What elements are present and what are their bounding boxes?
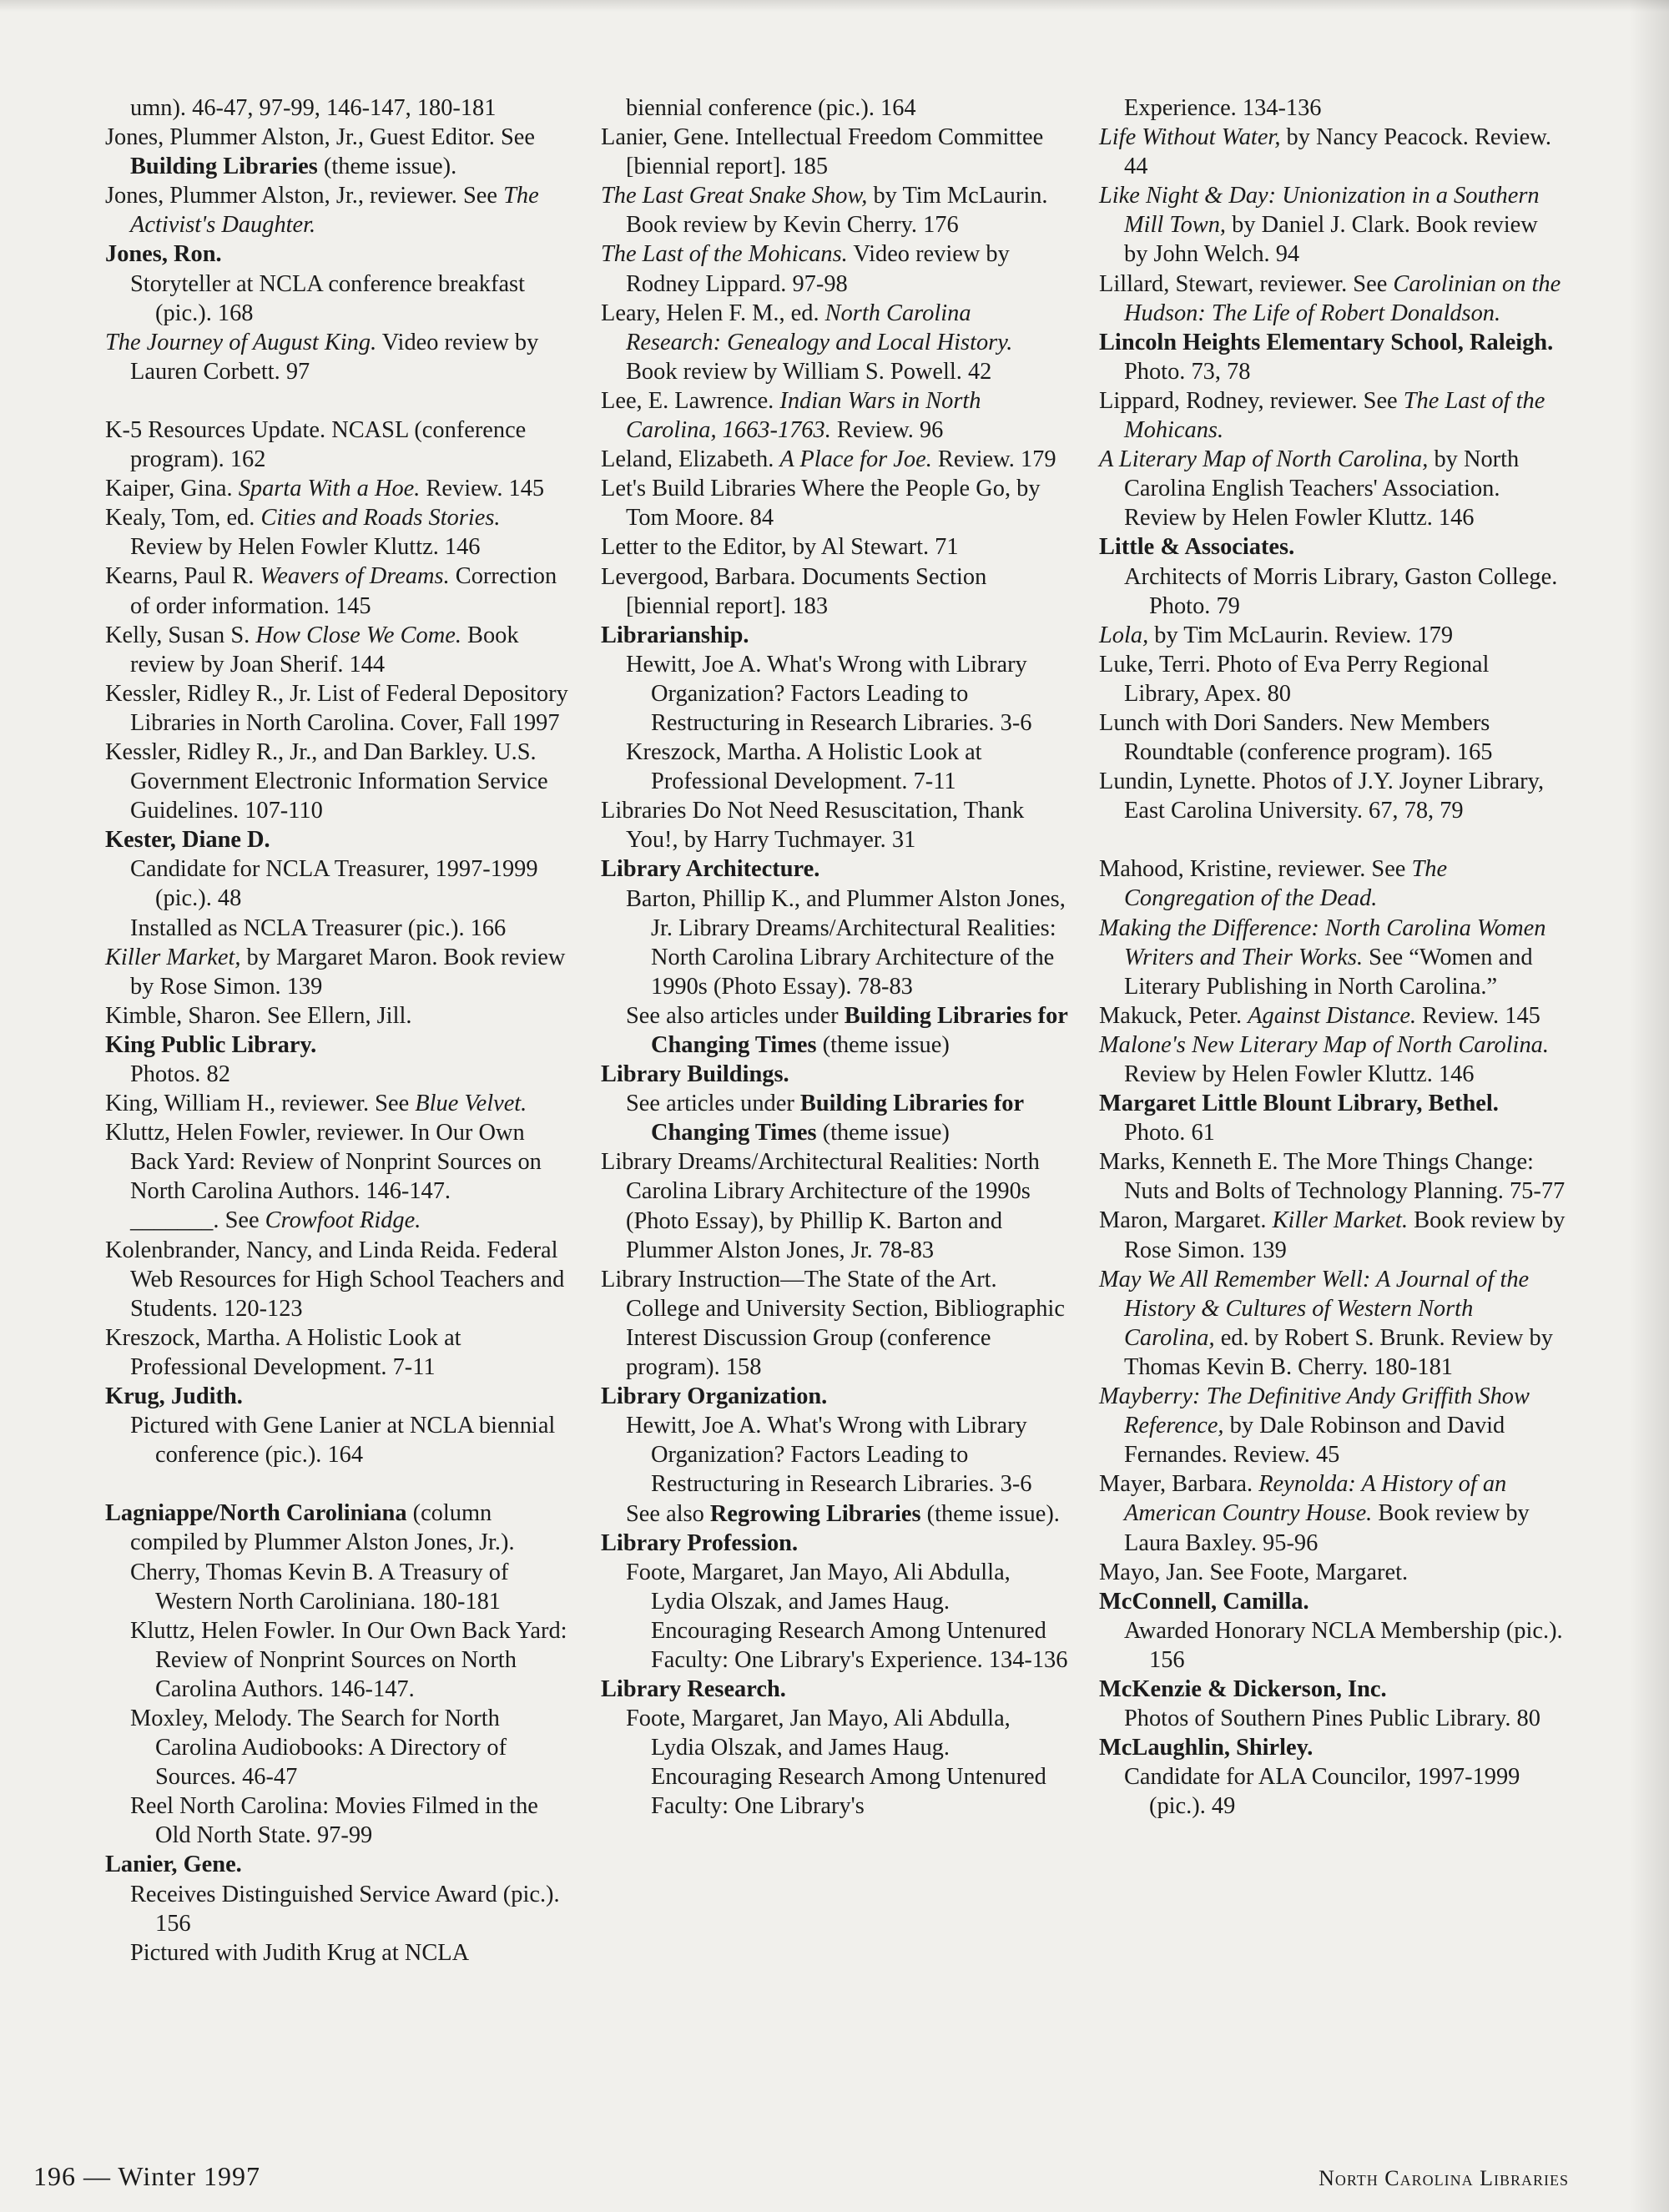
entry-text: Kaiper, Gina. [105, 476, 239, 502]
index-entry [1099, 1030, 1566, 1089]
entry-text: Kessler, Ridley R., Jr., and Dan Barkley. U.S. Government Electronic Information Service Guidelines. 107-110 [105, 738, 548, 824]
entry-text: Let's Build Libraries Where the People Go, by Tom Moore. 84 [601, 476, 1041, 532]
index-entry [1099, 1558, 1566, 1587]
index-entry [1099, 621, 1566, 650]
entry-text: Cherry, Thomas Kevin B. A Treasury of Western North Caroliniana. 180-181 [130, 1559, 509, 1615]
entry-text: Killer Market, [105, 944, 241, 970]
entry-text: Experience. 134-136 [1124, 95, 1322, 121]
entry-text: Mayer, Barbara. [1099, 1471, 1259, 1498]
entry-text: Leary, Helen F. M., ed. [601, 300, 825, 326]
index-column-1 [105, 93, 572, 1968]
entry-text: How Close We Come. [255, 622, 461, 648]
index-entry [1099, 708, 1566, 767]
index-entry [105, 416, 572, 474]
entry-text: Review. 96 [830, 417, 944, 444]
index-heading [601, 854, 1068, 884]
index-entry [105, 1001, 572, 1030]
entry-text: Candidate for NCLA Treasurer, 1997-1999 (pic.). 48 [130, 856, 538, 912]
entry-text: Review. 179 [931, 446, 1056, 473]
index-heading [1099, 532, 1566, 562]
index-entry [105, 123, 572, 181]
entry-text: Lola, [1099, 622, 1149, 648]
index-entry [1099, 1469, 1566, 1557]
entry-text: Jones, Plummer Alston, Jr., Guest Editor. See [105, 124, 535, 151]
entry-text: Building Libraries for Changing Times [651, 1091, 1024, 1146]
index-entry [601, 123, 1068, 181]
entry-text: Maron, Margaret. [1099, 1207, 1273, 1234]
entry-text: Regrowing Libraries [709, 1500, 921, 1527]
index-entry [601, 239, 1068, 298]
index-subentry [601, 1704, 1068, 1821]
footer-publication-title: North Carolina Libraries [1319, 2166, 1569, 2190]
entry-text: Levergood, Barbara. Documents Section [biennial report]. 183 [601, 563, 987, 619]
index-heading [105, 1030, 572, 1060]
entry-text: by Margaret Maron. Book review by Rose Simon. 139 [130, 944, 566, 1000]
entry-text: Librarianship. [601, 622, 749, 648]
entry-text: Video review by Rodney Lippard. 97-98 [626, 241, 1010, 297]
index-subentry [1099, 1616, 1566, 1675]
index-entry [105, 328, 572, 386]
entry-text: umn). 46-47, 97-99, 146-147, 180-181 [130, 95, 497, 121]
page-gutter-shadow [1629, 0, 1669, 2212]
index-entry [105, 621, 572, 679]
entry-text: by Tim McLaurin. Review. 179 [1148, 622, 1454, 648]
entry-text: Kealy, Tom, ed. [105, 505, 261, 532]
entry-text: Jones, Ron. [105, 241, 222, 268]
entry-text: Letter to the Editor, by Al Stewart. 71 [601, 534, 959, 561]
index-entry [105, 1499, 572, 1557]
entry-text: Building Libraries [130, 154, 318, 180]
index-subentry [601, 93, 1068, 123]
entry-text: Pictured with Judith Krug at NCLA [130, 1939, 470, 1966]
index-entry [105, 562, 572, 620]
index-entry [105, 474, 572, 503]
entry-text: Review by Helen Fowler Kluttz. 146 [130, 534, 481, 561]
entry-text: Mahood, Kristine, reviewer. See [1099, 856, 1412, 883]
entry-text: Candidate for ALA Councilor, 1997-1999 (pic.). 49 [1124, 1764, 1520, 1820]
entry-text: The Last of the Mohicans. [601, 241, 848, 268]
index-entry [1099, 445, 1566, 532]
entry-text: Architects of Morris Library, Gaston College. Photo. 79 [1124, 563, 1558, 619]
index-entry [105, 503, 572, 562]
entry-text: The Last Great Snake Show, [601, 183, 868, 209]
entry-text: Lunch with Dori Sanders. New Members Roundtable (conference program). 165 [1099, 709, 1493, 766]
entry-text: Like Night & Day: Unionization in a Southern Mill Town, [1099, 183, 1540, 239]
entry-text: Kolenbrander, Nancy, and Linda Reida. Federal Web Resources for High School Teachers and Students. 120-123 [105, 1237, 565, 1322]
footer-page-number: 196 — Winter 1997 [33, 2161, 260, 2191]
entry-text: Library Instruction—The State of the Art. College and University Section, Bibliographic Interest Discussion Group (conference program). 158 [601, 1266, 1065, 1381]
index-column-2 [601, 93, 1068, 1821]
index-subentry [105, 1411, 572, 1469]
entry-text: Crowfoot Ridge. [265, 1207, 421, 1234]
index-entry [601, 181, 1068, 239]
entry-text: Lanier, Gene. Intellectual Freedom Committee [biennial report]. 185 [601, 124, 1044, 180]
entry-text: Library Organization. [601, 1383, 828, 1410]
index-heading [105, 825, 572, 854]
entry-text: Moxley, Melody. The Search for North Carolina Audiobooks: A Directory of Sources. 46-47 [130, 1705, 507, 1791]
entry-text: Library Profession. [601, 1529, 799, 1556]
entry-text: Kimble, Sharon. See Ellern, Jill. [105, 1002, 412, 1029]
index-heading [601, 621, 1068, 650]
entry-text: Kester, Diane D. [105, 827, 270, 854]
index-subentry [1099, 562, 1566, 621]
index-entry [601, 1265, 1068, 1382]
index-entry [1099, 270, 1566, 328]
entry-text: Luke, Terri. Photo of Eva Perry Regional Library, Apex. 80 [1099, 651, 1490, 707]
entry-text: Kreszock, Martha. A Holistic Look at Professional Development. 7-11 [105, 1324, 461, 1380]
index-heading [1099, 1089, 1566, 1118]
entry-text: King, William H., reviewer. See [105, 1091, 416, 1117]
entry-text: Blue Velvet. [415, 1091, 527, 1117]
entry-text: Hewitt, Joe A. What's Wrong with Library Organization? Factors Leading to Restructuring in Research Libraries. 3-6 [626, 651, 1032, 736]
entry-text: Book review by Joan Sherif. 144 [130, 622, 519, 678]
entry-text: Life Without Water, [1099, 124, 1281, 151]
entry-text: Photos of Southern Pines Public Library. 80 [1124, 1706, 1540, 1732]
index-entry [105, 1323, 572, 1382]
entry-text: Library Dreams/Architectural Realities: North Carolina Library Architecture of the 1990s (Photo Essay), by Phillip K. Barton and Plummer Alston Jones, Jr. 78-83 [601, 1149, 1040, 1263]
entry-text: _______. See [130, 1207, 265, 1234]
index-entry [105, 181, 572, 239]
index-entry [105, 943, 572, 1001]
index-entry [105, 1089, 572, 1118]
entry-text: Book review by Rose Simon. 139 [1124, 1207, 1566, 1263]
entry-text: Kluttz, Helen Fowler, reviewer. In Our Own Back Yard: Review of Nonprint Sources on North Carolina Authors. 146-147. [105, 1120, 542, 1205]
entry-text: Kessler, Ridley R., Jr. List of Federal Depository Libraries in North Carolina. Cover, Fall 1997 [105, 680, 568, 736]
index-subentry [105, 1938, 572, 1968]
index-entry [1099, 1147, 1566, 1206]
entry-text: Makuck, Peter. [1099, 1002, 1248, 1029]
entry-text: Lippard, Rodney, reviewer. See [1099, 387, 1404, 414]
index-column-3 [1099, 93, 1566, 1821]
entry-text: The Congregation of the Dead. [1124, 856, 1448, 912]
index-subentry [1099, 1762, 1566, 1821]
index-subentry [601, 1001, 1068, 1060]
index-subentry [601, 884, 1068, 1001]
entry-text: Pictured with Gene Lanier at NCLA biennial conference (pic.). 164 [130, 1413, 556, 1469]
index-entry [1099, 854, 1566, 913]
index-entry [1099, 386, 1566, 445]
index-entry [601, 796, 1068, 854]
entry-text: Little & Associates. [1099, 534, 1295, 561]
entry-text: Jones, Plummer Alston, Jr., reviewer. See [105, 183, 504, 209]
entry-text: See also articles under [626, 1002, 845, 1029]
index-subentry [105, 1616, 572, 1704]
entry-text: Reel North Carolina: Movies Filmed in the Old North State. 97-99 [130, 1793, 538, 1849]
entry-text: Hewitt, Joe A. What's Wrong with Library Organization? Factors Leading to Restructuring in Research Libraries. 3-6 [626, 1413, 1032, 1498]
entry-text: Review by Helen Fowler Kluttz. 146 [1124, 1061, 1475, 1087]
entry-text: Video review by Lauren Corbett. 97 [130, 329, 539, 385]
entry-text: Kelly, Susan S. [105, 622, 256, 648]
index-heading [1099, 1733, 1566, 1762]
entry-text: McConnell, Camilla. [1099, 1588, 1309, 1615]
entry-text: Lillard, Stewart, reviewer. See [1099, 270, 1394, 297]
entry-text: The Journey of August King. [105, 329, 377, 355]
entry-text: Killer Market. [1272, 1207, 1409, 1234]
entry-text: Barton, Phillip K., and Plummer Alston Jones, Jr. Library Dreams/Architectural Realities: North Carolina Library Architecture of the 1990s (Photo Essay). 78-83 [626, 885, 1066, 1000]
index-subentry [601, 1499, 1068, 1529]
entry-text: Making the Difference: North Carolina Women Writers and Their Works. [1099, 915, 1546, 970]
entry-text: Storyteller at NCLA conference breakfast (pic.). 168 [130, 270, 525, 326]
page-top-edge [0, 0, 1669, 12]
entry-text: Marks, Kenneth E. The More Things Change: Nuts and Bolts of Technology Planning. 75-77 [1099, 1149, 1566, 1205]
entry-text: Mayo, Jan. See Foote, Margaret. [1099, 1559, 1409, 1585]
index-entry [601, 562, 1068, 621]
entry-text: A Place for Joe. [779, 446, 932, 473]
entry-text: McKenzie & Dickerson, Inc. [1099, 1675, 1387, 1702]
index-heading [601, 1529, 1068, 1558]
index-entry [105, 679, 572, 738]
index-entry [1099, 914, 1566, 1001]
entry-text: The Activist's Daughter. [130, 183, 539, 239]
entry-text: Library Architecture. [601, 856, 820, 883]
entry-text: Carolinian on the Hudson: The Life of Robert Donaldson. [1124, 270, 1561, 326]
entry-text: Kreszock, Martha. A Holistic Look at Professional Development. 7-11 [626, 739, 982, 795]
index-entry [105, 738, 572, 825]
index-heading [105, 1382, 572, 1411]
entry-text: Lanier, Gene. [105, 1852, 242, 1878]
index-subentry [1099, 93, 1566, 123]
index-subentry [601, 650, 1068, 738]
index-subentry [105, 1206, 572, 1235]
entry-text: May We All Remember Well: A Journal of the History & Cultures of Western North Carolina, [1099, 1266, 1530, 1351]
entry-text: Review. 145 [420, 476, 545, 502]
entry-text: Kearns, Paul R. [105, 563, 260, 590]
entry-text: Mayberry: The Definitive Andy Griffith Show Reference, [1099, 1383, 1530, 1439]
entry-text: Krug, Judith. [105, 1383, 243, 1410]
entry-text: Lincoln Heights Elementary School, Raleigh. [1099, 329, 1554, 355]
entry-text: Reynolda: A History of an American Country House. [1124, 1471, 1507, 1527]
index-subentry [105, 1791, 572, 1850]
entry-text: Lagniappe/North Caroliniana [105, 1500, 407, 1527]
index-subentry [105, 1704, 572, 1791]
index-entry [601, 386, 1068, 445]
index-entry [1099, 1265, 1566, 1382]
entry-text: Review. 145 [1416, 1002, 1540, 1029]
entry-text: Photo. 73, 78 [1124, 358, 1251, 385]
index-subentry [105, 270, 572, 328]
index-entry [601, 445, 1068, 474]
entry-text: Photo. 61 [1124, 1120, 1215, 1146]
index-entry [105, 1118, 572, 1206]
index-heading [601, 1060, 1068, 1089]
index-heading [1099, 328, 1566, 357]
index-entry [105, 1236, 572, 1323]
index-entry [601, 474, 1068, 532]
entry-text: Indian Wars in North Carolina, 1663-1763. [626, 387, 981, 444]
index-entry [1099, 123, 1566, 181]
index-subentry [105, 1880, 572, 1938]
index-subentry [1099, 357, 1566, 386]
entry-text: (theme issue) [816, 1120, 950, 1146]
index-entry [1099, 1206, 1566, 1264]
entry-text: Weavers of Dreams. [260, 563, 450, 590]
entry-text: Lundin, Lynette. Photos of J.Y. Joyner Library, East Carolina University. 67, 78, 79 [1099, 768, 1545, 824]
index-subentry [105, 1060, 572, 1089]
entry-text: Installed as NCLA Treasurer (pic.). 166 [130, 915, 507, 941]
index-subentry [105, 1558, 572, 1616]
entry-text: Library Buildings. [601, 1061, 789, 1088]
entry-text: Malone's New Literary Map of North Carolina. [1099, 1031, 1549, 1058]
index-heading [601, 1382, 1068, 1411]
entry-text: Sparta With a Hoe. [238, 476, 421, 502]
entry-text: Foote, Margaret, Jan Mayo, Ali Abdulla, Lydia Olszak, and James Haug. Encouraging Research Among Untenured Faculty: One Library's Experience. 134-136 [626, 1559, 1068, 1673]
entry-text: Library Research. [601, 1676, 786, 1703]
index-subentry [1099, 1704, 1566, 1733]
index-subentry [105, 914, 572, 943]
index-entry [1099, 1001, 1566, 1030]
entry-text: The Last of the Mohicans. [1124, 387, 1545, 444]
entry-text: A Literary Map of North Carolina, [1099, 446, 1429, 473]
index-heading [1099, 1587, 1566, 1616]
entry-text: North Carolina Research: Genealogy and Local History. [626, 300, 1013, 355]
entry-text: Leland, Elizabeth. [601, 446, 780, 473]
index-subentry [601, 738, 1068, 796]
index-entry [601, 1147, 1068, 1264]
entry-text: Foote, Margaret, Jan Mayo, Ali Abdulla, Lydia Olszak, and James Haug. Encouraging Research Among Untenured Faculty: One Library's [626, 1706, 1046, 1820]
entry-text: See also [626, 1500, 710, 1527]
entry-text: K-5 Resources Update. NCASL (conference program). 162 [105, 416, 527, 473]
index-entry [1099, 767, 1566, 825]
index-entry [1099, 650, 1566, 708]
entry-text: Book review by William S. Powell. 42 [626, 358, 992, 385]
entry-text: by Tim McLaurin. Book review by Kevin Cherry. 176 [626, 183, 1048, 239]
index-subentry [105, 854, 572, 913]
entry-text: ed. by Robert S. Brunk. Review by Thomas Kevin B. Cherry. 180-181 [1124, 1324, 1553, 1380]
entry-text: Kluttz, Helen Fowler. In Our Own Back Yard: Review of Nonprint Sources on North Carolina Authors. 146-147. [130, 1617, 567, 1702]
index-entry [1099, 181, 1566, 269]
entry-text: See articles under [626, 1091, 800, 1117]
entry-text: by North Carolina English Teachers' Association. Review by Helen Fowler Kluttz. 146 [1124, 446, 1520, 532]
entry-text: by Daniel J. Clark. Book review by John Welch. 94 [1124, 212, 1538, 268]
index-subentry [601, 1089, 1068, 1147]
index-entry [1099, 1382, 1566, 1469]
index-heading [105, 1850, 572, 1879]
entry-text: Book review by Laura Baxley. 95-96 [1124, 1500, 1530, 1556]
entry-text: King Public Library. [105, 1031, 317, 1058]
index-entry [601, 532, 1068, 562]
index-heading [601, 1675, 1068, 1704]
entry-text: (theme issue). [920, 1500, 1060, 1527]
index-subentry [105, 93, 572, 123]
index-subentry [1099, 1118, 1566, 1147]
entry-text: Photos. 82 [130, 1061, 230, 1087]
entry-text: See “Women and Literary Publishing in North Carolina.” [1124, 944, 1533, 1000]
entry-text: (theme issue) [816, 1032, 950, 1058]
entry-text: Lee, E. Lawrence. [601, 387, 780, 414]
entry-text: Receives Distinguished Service Award (pic.). 156 [130, 1881, 560, 1937]
entry-text: (column compiled by Plummer Alston Jones, Jr.). [130, 1500, 515, 1556]
entry-text: Building Libraries for Changing Times [651, 1002, 1068, 1058]
entry-text: by Nancy Peacock. Review. 44 [1124, 124, 1551, 180]
entry-text: McLaughlin, Shirley. [1099, 1735, 1314, 1761]
entry-text: (theme issue). [317, 154, 457, 180]
entry-text: biennial conference (pic.). 164 [626, 95, 916, 121]
entry-text: Against Distance. [1248, 1002, 1417, 1029]
entry-text: Margaret Little Blount Library, Bethel. [1099, 1091, 1499, 1117]
entry-text: Awarded Honorary NCLA Membership (pic.). 156 [1124, 1617, 1563, 1673]
entry-text: by Dale Robinson and David Fernandes. Review. 45 [1124, 1413, 1505, 1469]
index-entry [601, 299, 1068, 386]
index-heading [1099, 1675, 1566, 1704]
entry-text: Correction of order information. 145 [130, 563, 557, 619]
index-subentry [601, 1411, 1068, 1499]
index-heading [105, 239, 572, 269]
entry-text: Libraries Do Not Need Resuscitation, Thank You!, by Harry Tuchmayer. 31 [601, 798, 1025, 854]
index-subentry [601, 1558, 1068, 1675]
entry-text: Cities and Roads Stories. [260, 505, 501, 532]
